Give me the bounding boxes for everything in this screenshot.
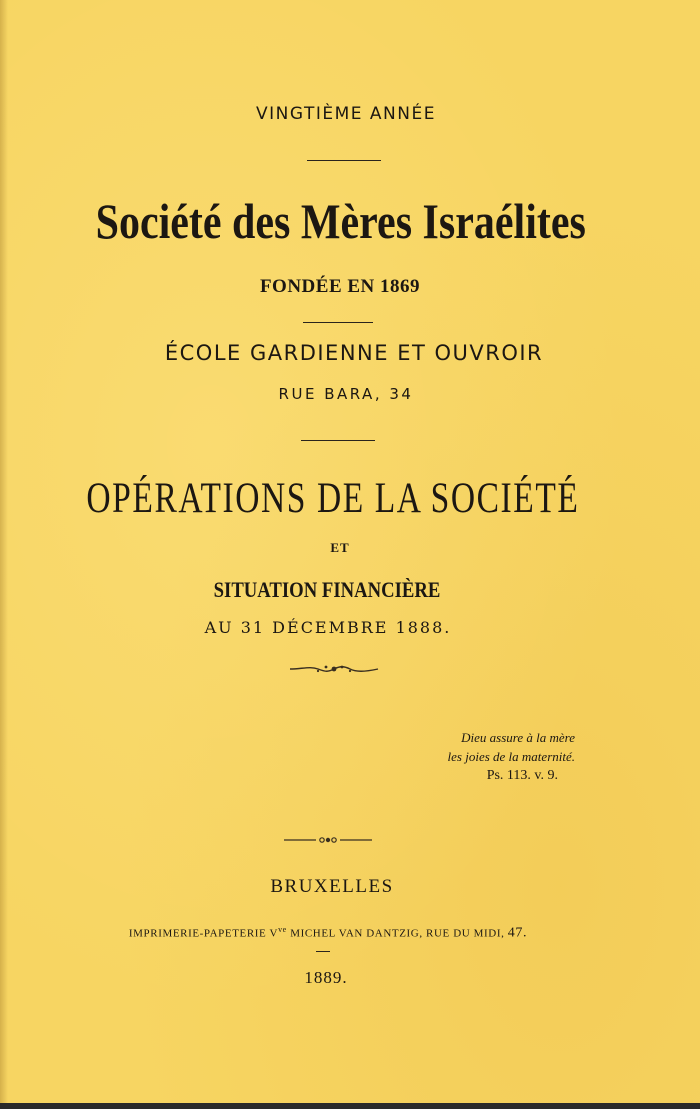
conjunction-line: ET — [330, 540, 350, 555]
divider-rule-1 — [307, 160, 381, 161]
printer-line — [0, 925, 678, 942]
divider-rule-3 — [301, 440, 375, 441]
society-name: Société des Mères Israélites — [95, 193, 586, 249]
printer-number: 47. — [507, 925, 528, 941]
imprint-city: BRUXELLES — [270, 876, 394, 897]
ornament-divider-icon — [282, 834, 374, 846]
report-title: OPÉRATIONS DE LA SOCIÉTÉ — [86, 475, 580, 522]
edition-line: VINGTIÈME ANNÉE — [256, 104, 436, 124]
printer-prefix: IMPRIMERIE-PAPETERIE V — [128, 927, 279, 940]
divider-rule-2 — [303, 322, 373, 323]
epigraph-line-1: Dieu assure à la mère — [461, 730, 575, 745]
report-date: AU 31 DÉCEMBRE 1888. — [204, 618, 452, 637]
page-bottom-edge — [0, 1103, 700, 1109]
publication-year: 1889. — [304, 968, 348, 987]
ornament-flourish-icon — [288, 662, 380, 676]
epigraph-line-2: les joies de la maternité. — [447, 749, 575, 764]
epigraph — [425, 728, 605, 785]
report-subtitle: SITUATION FINANCIÈRE — [213, 577, 441, 602]
school-line: ÉCOLE GARDIENNE ET OUVROIR — [164, 341, 544, 365]
address-line: RUE BARA, 34 — [278, 385, 414, 403]
divider-rule-4 — [316, 951, 330, 952]
printer-name: MICHEL VAN DANTZIG, RUE DU MIDI, — [286, 927, 508, 940]
founded-line: FONDÉE EN 1869 — [259, 276, 421, 297]
epigraph-reference: Ps. 113. v. 9. — [486, 768, 558, 783]
printer-superscript: ve — [278, 925, 287, 934]
